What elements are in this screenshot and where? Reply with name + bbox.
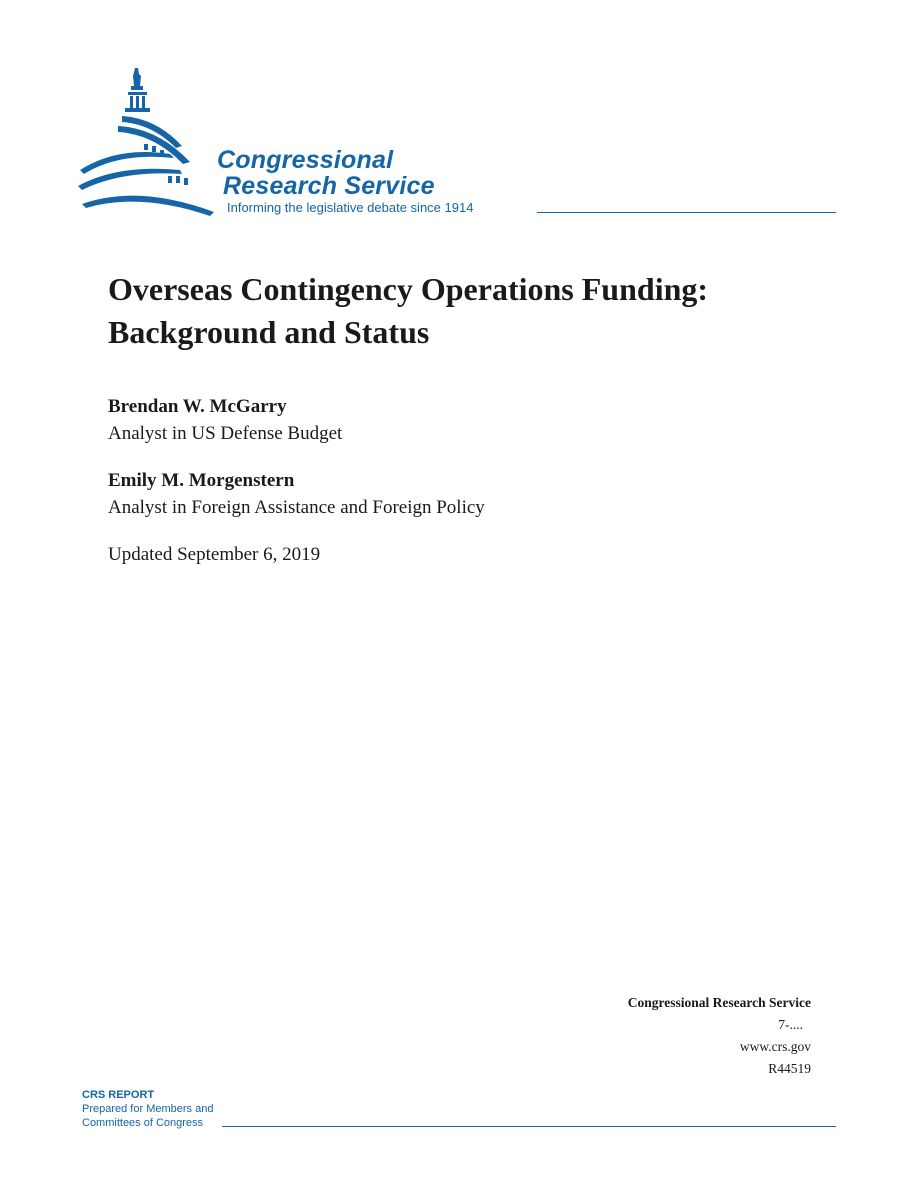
footer-divider (222, 1126, 836, 1127)
crs-info-block (628, 992, 811, 1080)
author-block (108, 468, 828, 522)
crs-website-link[interactable]: www.crs.gov (739, 1039, 811, 1054)
author-name: Emily M. Morgenstern (108, 470, 295, 491)
author-block (108, 394, 828, 448)
footer-line: Committees of Congress (82, 1117, 204, 1129)
crs-name: Congressional Research Service (627, 995, 811, 1010)
logo-wordmark-line2: Research Service (223, 172, 435, 200)
capitol-dome-icon (78, 66, 218, 216)
logo-divider (537, 212, 836, 213)
report-id: R44519 (768, 1061, 811, 1076)
crs-logo (78, 66, 838, 221)
logo-wordmark-line1: Congressional (217, 146, 394, 174)
report-footer (82, 1089, 836, 1133)
author-role: Analyst in US Defense Budget (108, 423, 343, 444)
footer-line: Prepared for Members and (82, 1103, 214, 1115)
logo-tagline: Informing the legislative debate since 1914 (227, 200, 474, 215)
updated-date: Updated September 6, 2019 (108, 544, 321, 565)
author-name: Brendan W. McGarry (108, 396, 287, 417)
crs-number: 7-.... (778, 1017, 803, 1032)
report-title: Overseas Contingency Operations Funding: Background and Status (108, 271, 709, 350)
footer-label: CRS REPORT (82, 1089, 155, 1101)
author-role: Analyst in Foreign Assistance and Foreign Policy (108, 497, 485, 518)
